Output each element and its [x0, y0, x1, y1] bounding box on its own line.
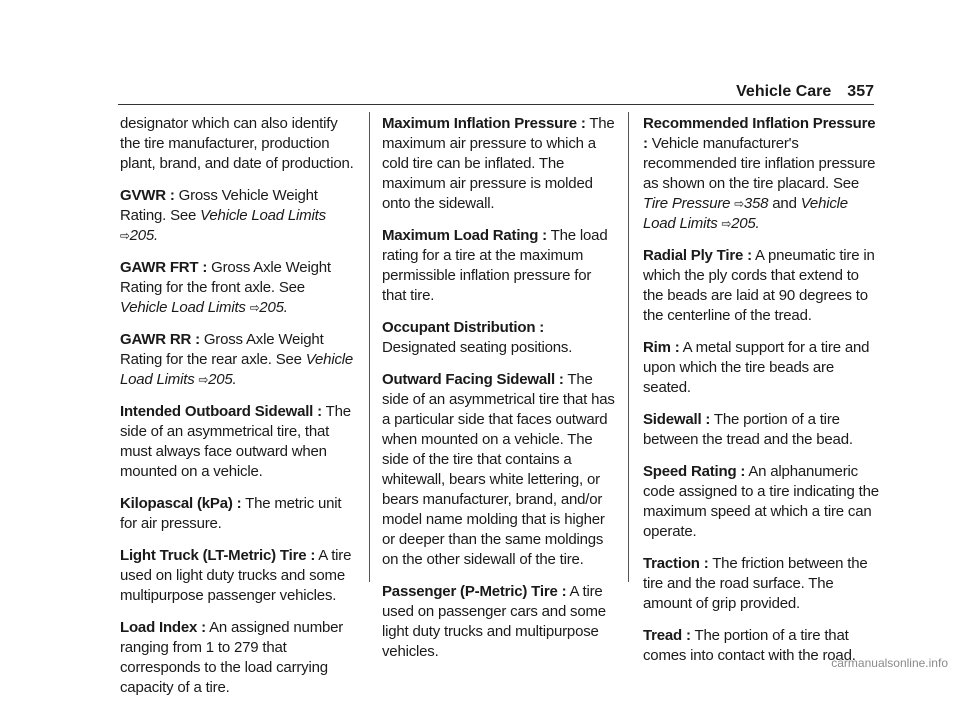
entry-text: Gross Vehicle Weight Rating. See: [120, 187, 318, 224]
page-reference-arrow-icon: ⇨: [721, 216, 732, 231]
glossary-entry: [382, 114, 618, 214]
entry-term: Rim :: [643, 339, 680, 356]
glossary-entry: [120, 402, 356, 482]
entry-term: Kilopascal (kPa) :: [120, 495, 242, 512]
glossary-entry: [643, 114, 879, 234]
entry-text: The friction between the tire and the road surface. The amount of grip provided.: [643, 555, 868, 612]
entry-term: GAWR RR :: [120, 331, 200, 348]
entry-text: A pneumatic tire in which the ply cords that extend to the beads are laid at 90 degrees to the centerline of the tread.: [643, 247, 875, 324]
entry-text: The portion of a tire between the tread and the bead.: [643, 411, 853, 448]
entry-term: Maximum Inflation Pressure :: [382, 115, 586, 132]
glossary-entry: [382, 582, 618, 662]
reference-page[interactable]: 205.: [208, 371, 237, 388]
entry-term: GVWR :: [120, 187, 175, 204]
entry-text: An assigned number ranging from 1 to 279 that corresponds to the load carrying capacity of a tire.: [120, 619, 344, 696]
glossary-entry: [120, 258, 356, 318]
entry-text: The load rating for a tire at the maximum permissible inflation pressure for that tire.: [382, 227, 608, 304]
header-rule: [118, 104, 874, 105]
glossary-entry: [120, 546, 356, 606]
cross-reference-link[interactable]: Vehicle Load Limits: [120, 299, 246, 316]
column-divider: [369, 112, 370, 582]
section-title: Vehicle Care: [736, 83, 832, 100]
page-reference-arrow-icon: ⇨: [249, 300, 260, 315]
watermark: carmanualsonline.info: [831, 656, 948, 670]
column-3: [643, 114, 879, 678]
reference-page[interactable]: 205.: [259, 299, 288, 316]
entry-text: The maximum air pressure to which a cold tire can be inflated. The maximum air pressure is molded onto the sidewall.: [382, 115, 615, 212]
glossary-entry: [120, 618, 356, 698]
entry-text: An alphanumeric code assigned to a tire indicating the maximum speed at which a tire can operate.: [643, 463, 879, 540]
entry-term: Passenger (P-Metric) Tire :: [382, 583, 567, 600]
glossary-entry: [382, 318, 618, 358]
glossary-entry: [120, 494, 356, 534]
entry-term: Recommended Inflation Pressure :: [643, 115, 876, 152]
column-2: [382, 114, 618, 674]
entry-term: Occupant Distribution :: [382, 319, 545, 336]
glossary-entry: [643, 410, 879, 450]
glossary-entry: [382, 226, 618, 306]
entry-text: A metal support for a tire and upon which the tire beads are seated.: [643, 339, 870, 396]
cross-reference-link[interactable]: Tire Pressure: [643, 195, 731, 212]
entry-text: The portion of a tire that comes into contact with the road.: [643, 627, 856, 664]
cross-reference-link[interactable]: Vehicle Load Limits: [200, 207, 326, 224]
glossary-entry: [120, 186, 356, 246]
entry-text: The side of an asymmetrical tire, that must always face outward when mounted on a vehicle.: [120, 403, 351, 480]
glossary-entry: [643, 554, 879, 614]
glossary-entry: [643, 462, 879, 542]
entry-term: Traction :: [643, 555, 709, 572]
glossary-entry: [643, 338, 879, 398]
page-reference-arrow-icon: ⇨: [120, 228, 130, 243]
cross-reference-link[interactable]: Vehicle Load Limits: [120, 351, 354, 388]
page-reference-arrow-icon: ⇨: [734, 196, 744, 211]
entry-term: Maximum Load Rating :: [382, 227, 547, 244]
entry-term: Speed Rating :: [643, 463, 746, 480]
column-1: [120, 114, 356, 710]
entry-term: Tread :: [643, 627, 691, 644]
glossary-entry: [120, 114, 356, 174]
entry-text: Vehicle manufacturer's recommended tire inflation pressure as shown on the tire placard. See: [643, 135, 876, 192]
entry-text: designator which can also identify the tire manufacturer, production plant, brand, and date of production.: [120, 115, 354, 172]
glossary-entry: [643, 246, 879, 326]
entry-text: The metric unit for air pressure.: [120, 495, 342, 532]
reference-page[interactable]: 205.: [731, 215, 760, 232]
reference-page[interactable]: 205.: [129, 227, 159, 244]
entry-text: A tire used on passenger cars and some light duty trucks and multipurpose vehicles.: [382, 583, 606, 660]
page-number: 357: [847, 83, 874, 100]
entry-term: Radial Ply Tire :: [643, 247, 752, 264]
cross-reference-link[interactable]: Vehicle Load Limits: [643, 195, 848, 232]
page-reference-arrow-icon: ⇨: [198, 372, 209, 387]
glossary-entry: [120, 330, 356, 390]
entry-text: Gross Axle Weight Rating for the front axle. See: [120, 259, 331, 296]
entry-term: Load Index :: [120, 619, 206, 636]
entry-text: A tire used on light duty trucks and some multipurpose passenger vehicles.: [120, 547, 352, 604]
entry-term: Sidewall :: [643, 411, 711, 428]
entry-term: Outward Facing Sidewall :: [382, 371, 564, 388]
entry-text: and: [768, 195, 801, 212]
glossary-entry: [382, 370, 618, 570]
entry-term: Light Truck (LT-Metric) Tire :: [120, 547, 316, 564]
page-header: [736, 83, 874, 101]
reference-page[interactable]: 358: [743, 195, 769, 212]
column-divider: [628, 112, 629, 582]
entry-text: Designated seating positions.: [382, 339, 573, 356]
entry-text: The side of an asymmetrical tire that has a particular side that faces outward when mounted on a vehicle. The side of the tire that contains a whitewall, bears white lettering, or bears manufacturer, brand, and/or model name molding that is higher or deeper than the same moldings on the other sidewall of the tire.: [382, 371, 615, 568]
entry-term: GAWR FRT :: [120, 259, 208, 276]
entry-term: Intended Outboard Sidewall :: [120, 403, 322, 420]
entry-text: Gross Axle Weight Rating for the rear axle. See: [120, 331, 324, 368]
